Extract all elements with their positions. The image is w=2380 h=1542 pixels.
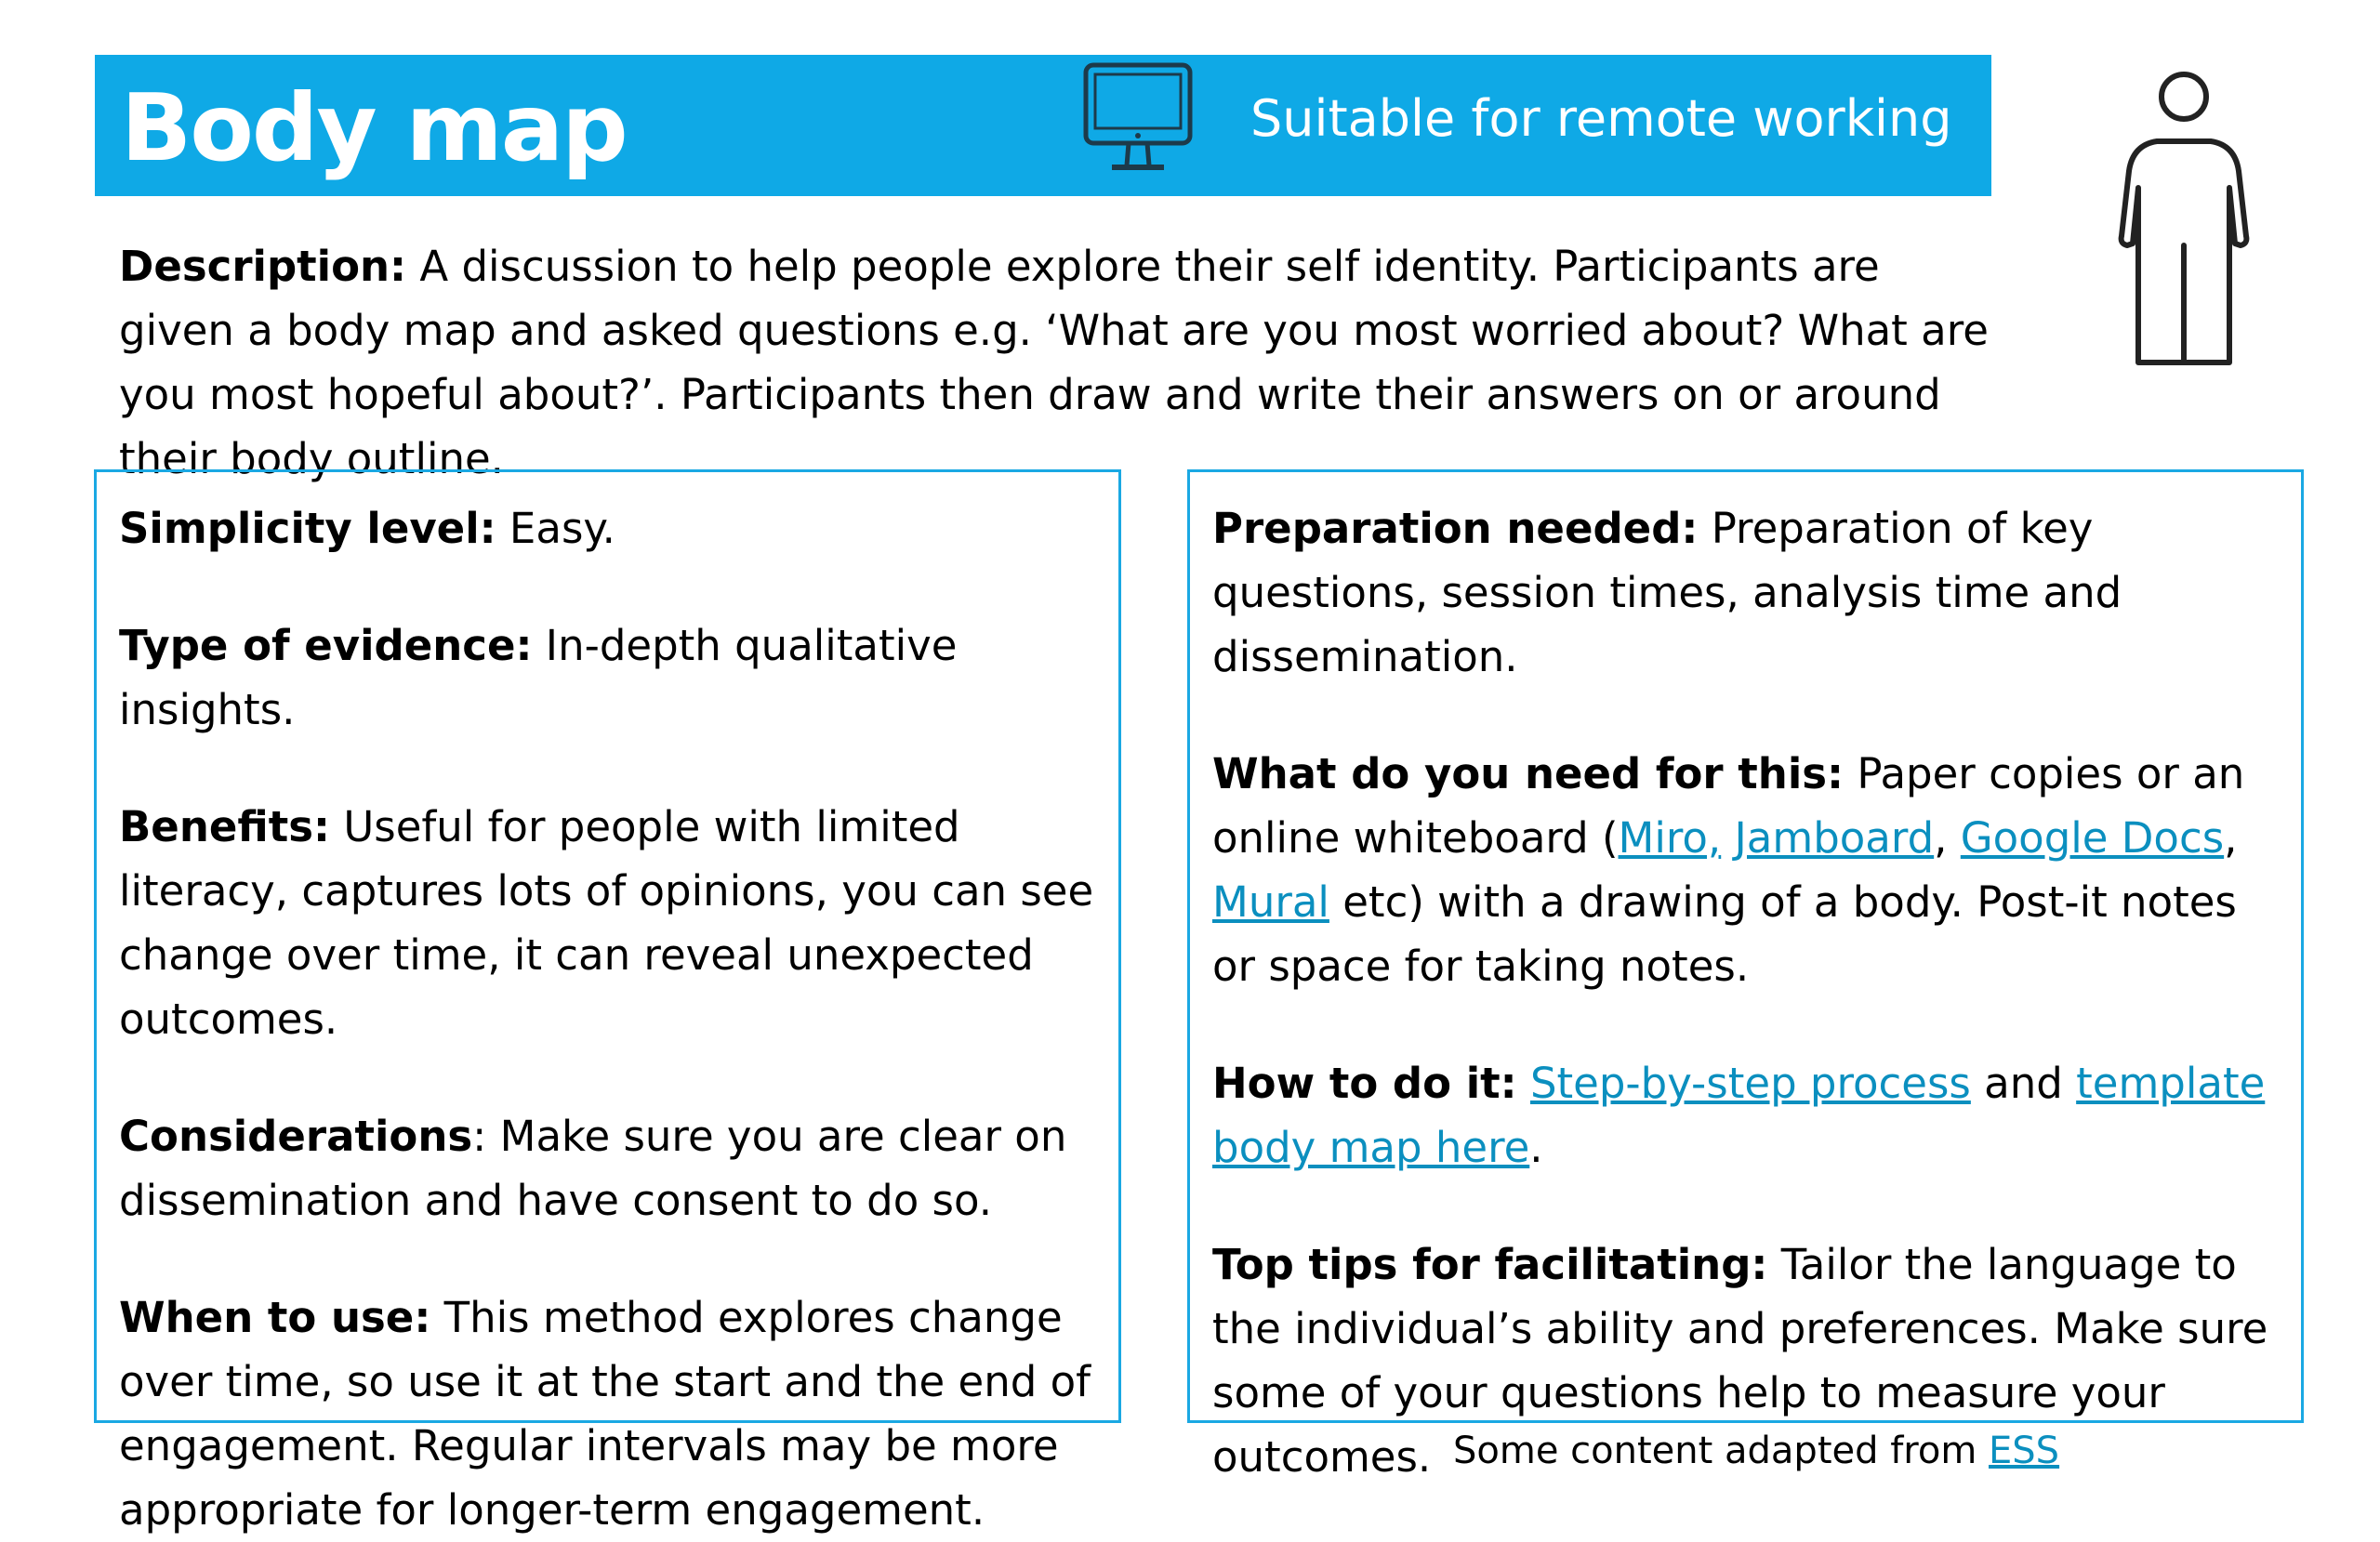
considerations-label: Considerations	[119, 1112, 473, 1161]
howto-text-1: and	[1970, 1059, 2077, 1108]
step-by-step-link[interactable]: Step-by-step process	[1529, 1059, 1971, 1108]
what-you-need	[1212, 742, 2291, 998]
need-text-2: etc) with a drawing of a body. Post-it notes or space for taking notes.	[1212, 877, 2237, 991]
considerations-text: : Make sure you are clear on dissemination and have consent to do so.	[119, 1112, 1067, 1225]
need-label: What do you need for this:	[1212, 749, 1844, 798]
howto-text-2: .	[1529, 1123, 1543, 1172]
benefits-label: Benefits:	[119, 802, 331, 851]
footer-credit	[1453, 1424, 2059, 1478]
preparation-label: Preparation needed:	[1212, 504, 1699, 553]
page-title: Body map	[121, 73, 627, 182]
simplicity-label: Simplicity level:	[119, 504, 496, 553]
description-text: A discussion to help people explore their self identity. Participants are given a body map and asked questions e.g. ‘What are you most worried about? What are you most hopeful about?’. Participants then draw and write their answers on or around their body outline.	[119, 242, 1989, 483]
description	[119, 234, 1997, 491]
need-sep-1	[1721, 813, 1734, 863]
google-docs-link[interactable]: Google Docs	[1960, 813, 2225, 863]
evidence-label: Type of evidence:	[119, 621, 533, 670]
left-column	[119, 496, 1104, 1542]
need-sep-3: ,	[2224, 813, 2238, 863]
evidence-text: In-depth qualitative insights.	[119, 621, 958, 734]
need-sep-2: ,	[1934, 813, 1961, 863]
need-text-1: Paper copies or an online whiteboard (	[1212, 749, 2245, 863]
howto-sep	[1517, 1059, 1530, 1108]
tips-text: Tailor the language to the individual’s ability and preferences. Make sure some of your questions help to measure your outcomes.	[1212, 1240, 2268, 1482]
mural-link[interactable]: Mural	[1212, 877, 1329, 927]
template-link[interactable]: template body map here	[1212, 1059, 2266, 1172]
benefits-text: Useful for people with limited literacy, captures lots of opinions, you can see change over time, it can reveal unexpected outcomes.	[119, 802, 1094, 1044]
description-label: Description:	[119, 242, 407, 291]
when-to-use	[119, 1285, 1104, 1542]
jamboard-link[interactable]: Jamboard	[1734, 813, 1935, 863]
when-label: When to use:	[119, 1293, 431, 1342]
howto-label: How to do it:	[1212, 1059, 1517, 1108]
tips-label: Top tips for facilitating:	[1212, 1240, 1768, 1289]
when-text: This method explores change over time, so use it at the start and the end of engagement. Regular intervals may be more appropriate for longer-term engagement.	[119, 1293, 1091, 1535]
simplicity-text: Easy.	[496, 504, 615, 553]
remote-working-label: Suitable for remote working	[1250, 89, 1952, 148]
right-column	[1212, 496, 2291, 1489]
simplicity-level	[119, 496, 1104, 560]
ess-link[interactable]: ESS	[1989, 1430, 2060, 1472]
considerations	[119, 1104, 1104, 1232]
type-of-evidence	[119, 613, 1104, 742]
preparation-needed	[1212, 496, 2291, 689]
footer-text: Some content adapted from	[1453, 1430, 1990, 1472]
person-icon	[2116, 67, 2252, 370]
how-to-do-it	[1212, 1051, 2291, 1180]
preparation-text: Preparation of key questions, session times, analysis time and dissemination.	[1212, 504, 2122, 681]
benefits	[119, 795, 1104, 1051]
miro-link[interactable]: Miro,	[1618, 813, 1722, 863]
monitor-icon	[1082, 61, 1194, 177]
